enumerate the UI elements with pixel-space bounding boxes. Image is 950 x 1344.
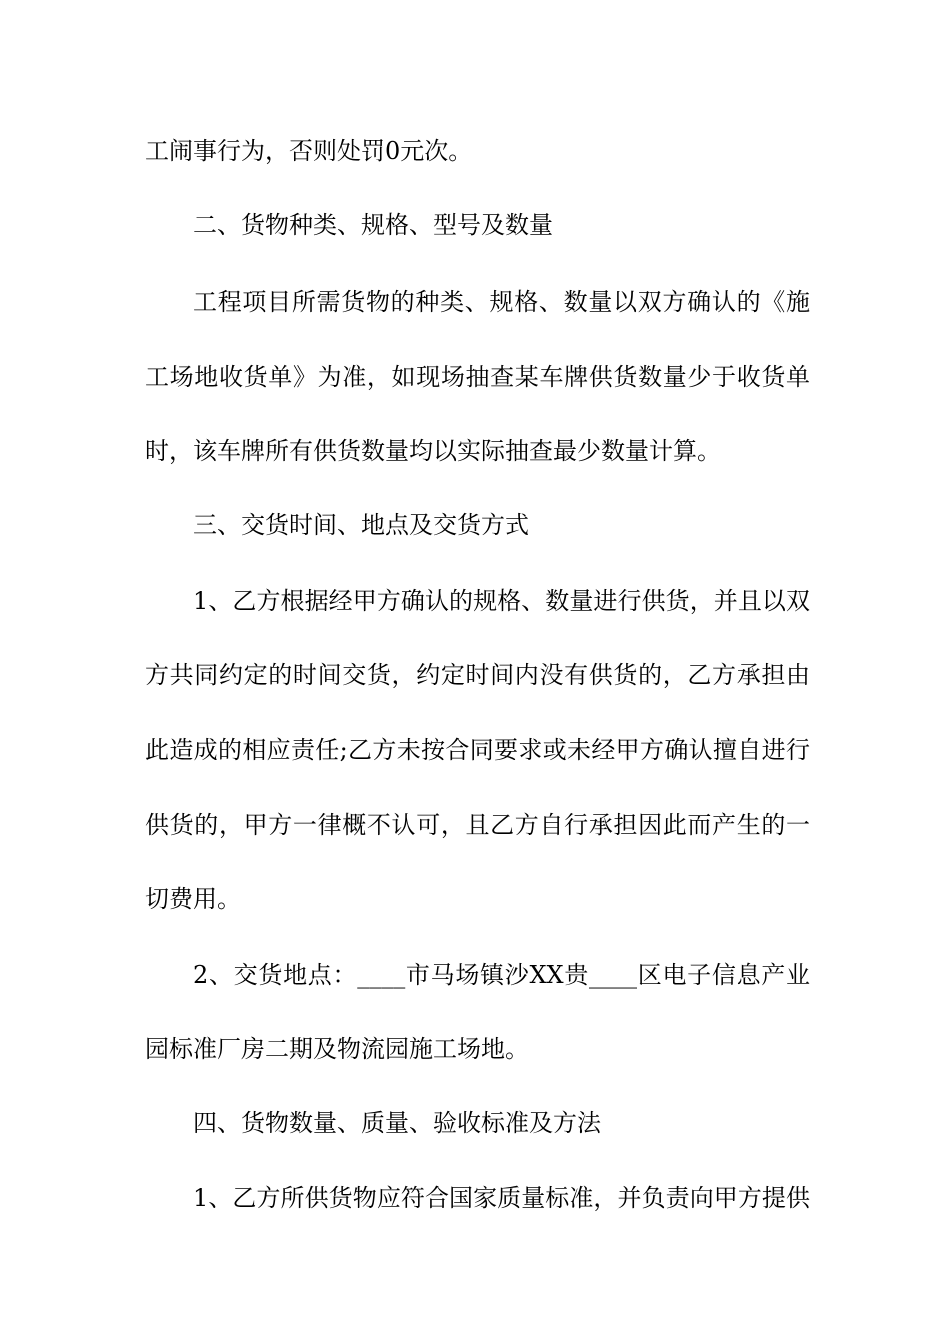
paragraph-line: 2、交货地点：____市马场镇沙XX贵____区电子信息产业	[193, 961, 810, 989]
section-heading: 三、交货时间、地点及交货方式	[193, 511, 529, 539]
paragraph-line: 工场地收货单》为准，如现场抽查某车牌供货数量少于收货单	[145, 363, 810, 391]
section-heading: 二、货物种类、规格、型号及数量	[193, 211, 553, 239]
paragraph-line: 此造成的相应责任;乙方未按合同要求或未经甲方确认擅自进行	[145, 736, 810, 764]
paragraph-line: 时，该车牌所有供货数量均以实际抽查最少数量计算。	[145, 437, 721, 465]
paragraph-line: 1、乙方根据经甲方确认的规格、数量进行供货，并且以双	[193, 587, 810, 615]
paragraph-line: 工程项目所需货物的种类、规格、数量以双方确认的《施	[193, 288, 810, 316]
paragraph-line: 供货的，甲方一律概不认可，且乙方自行承担因此而产生的一	[145, 811, 810, 839]
paragraph-line: 园标准厂房二期及物流园施工场地。	[145, 1035, 529, 1063]
paragraph-line: 切费用。	[145, 885, 241, 913]
paragraph-line: 方共同约定的时间交货，约定时间内没有供货的，乙方承担由	[145, 661, 810, 689]
paragraph-line: 1、乙方所供货物应符合国家质量标准，并负责向甲方提供	[193, 1184, 810, 1212]
section-heading: 四、货物数量、质量、验收标准及方法	[193, 1109, 601, 1137]
paragraph-line: 工闹事行为，否则处罚0元次。	[145, 137, 473, 165]
